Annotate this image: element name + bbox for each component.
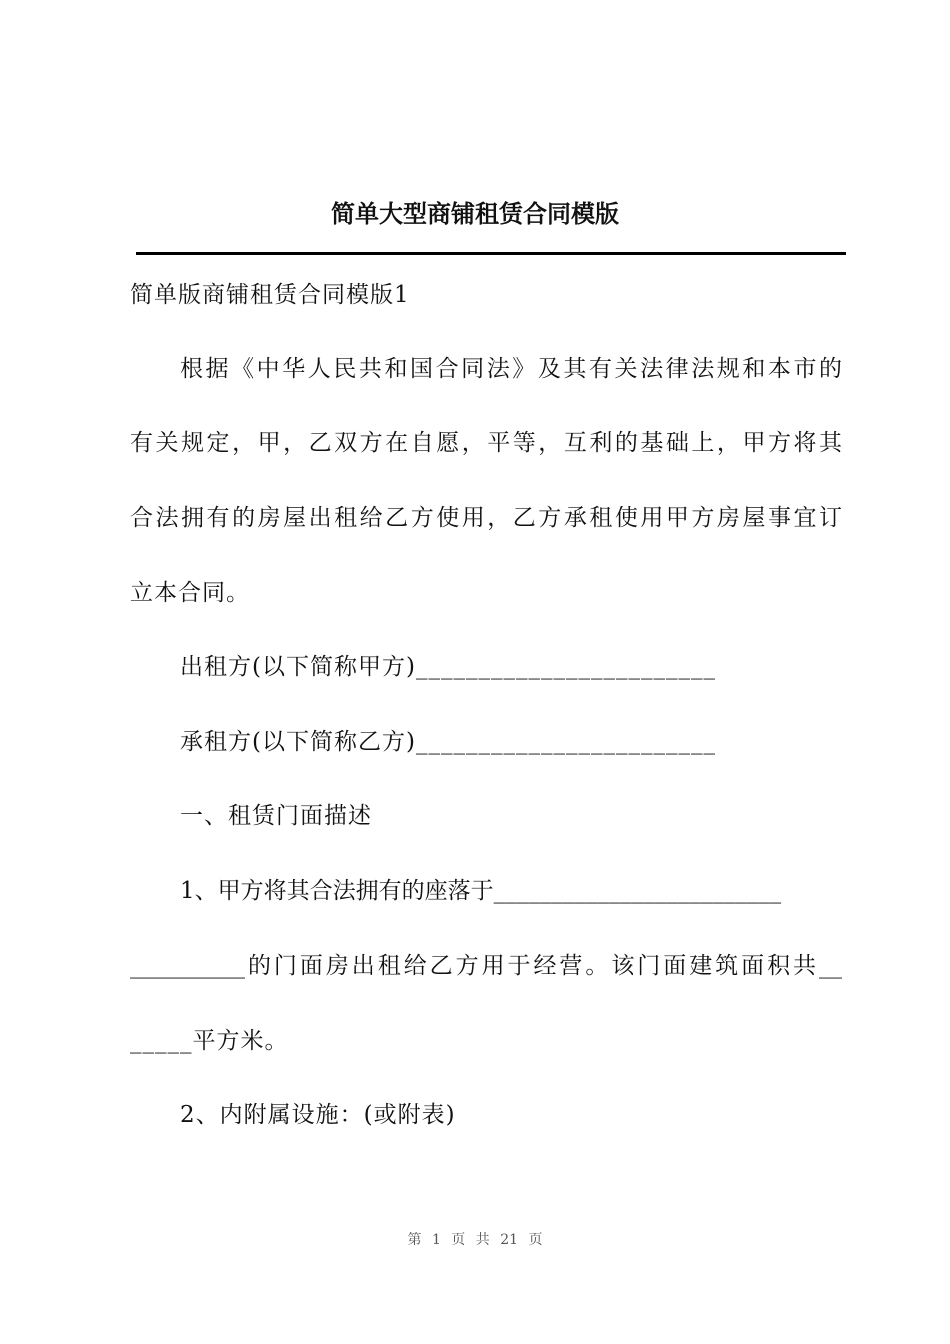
lessee-field: 承租方(以下简称乙方)________________________ xyxy=(180,729,716,755)
section-heading-one: 一、租赁门面描述 xyxy=(180,803,372,829)
lessor-field: 出租方(以下简称甲方)________________________ xyxy=(180,654,716,680)
item-two: 2、内附属设施：(或附表) xyxy=(180,1102,456,1128)
paragraph-line-1: 根据《中华人民共和国合同法》及其有关法律法规和本市的 xyxy=(180,356,842,382)
title-divider xyxy=(136,252,846,255)
document-title: 简单大型商铺租赁合同模版 xyxy=(331,200,619,228)
paragraph-line-4: 立本合同。 xyxy=(130,580,250,606)
paragraph-line-3: 合法拥有的房屋出租给乙方使用，乙方承租使用甲方房屋事宜订 xyxy=(130,505,842,531)
item-one-line-1: 1、甲方将其合法拥有的座落于_________________________ xyxy=(180,878,782,904)
page-number: 第 1 页 共 21 页 xyxy=(407,1232,543,1248)
item-one-line-2: __________的门面房出租给乙方用于经营。该门面建筑面积共__ xyxy=(130,953,842,979)
item-one-line-3: _____平方米。 xyxy=(130,1028,289,1054)
document-subtitle: 简单版商铺租赁合同模版1 xyxy=(130,282,410,308)
paragraph-line-2: 有关规定，甲，乙双方在自愿，平等，互利的基础上，甲方将其 xyxy=(130,430,842,456)
